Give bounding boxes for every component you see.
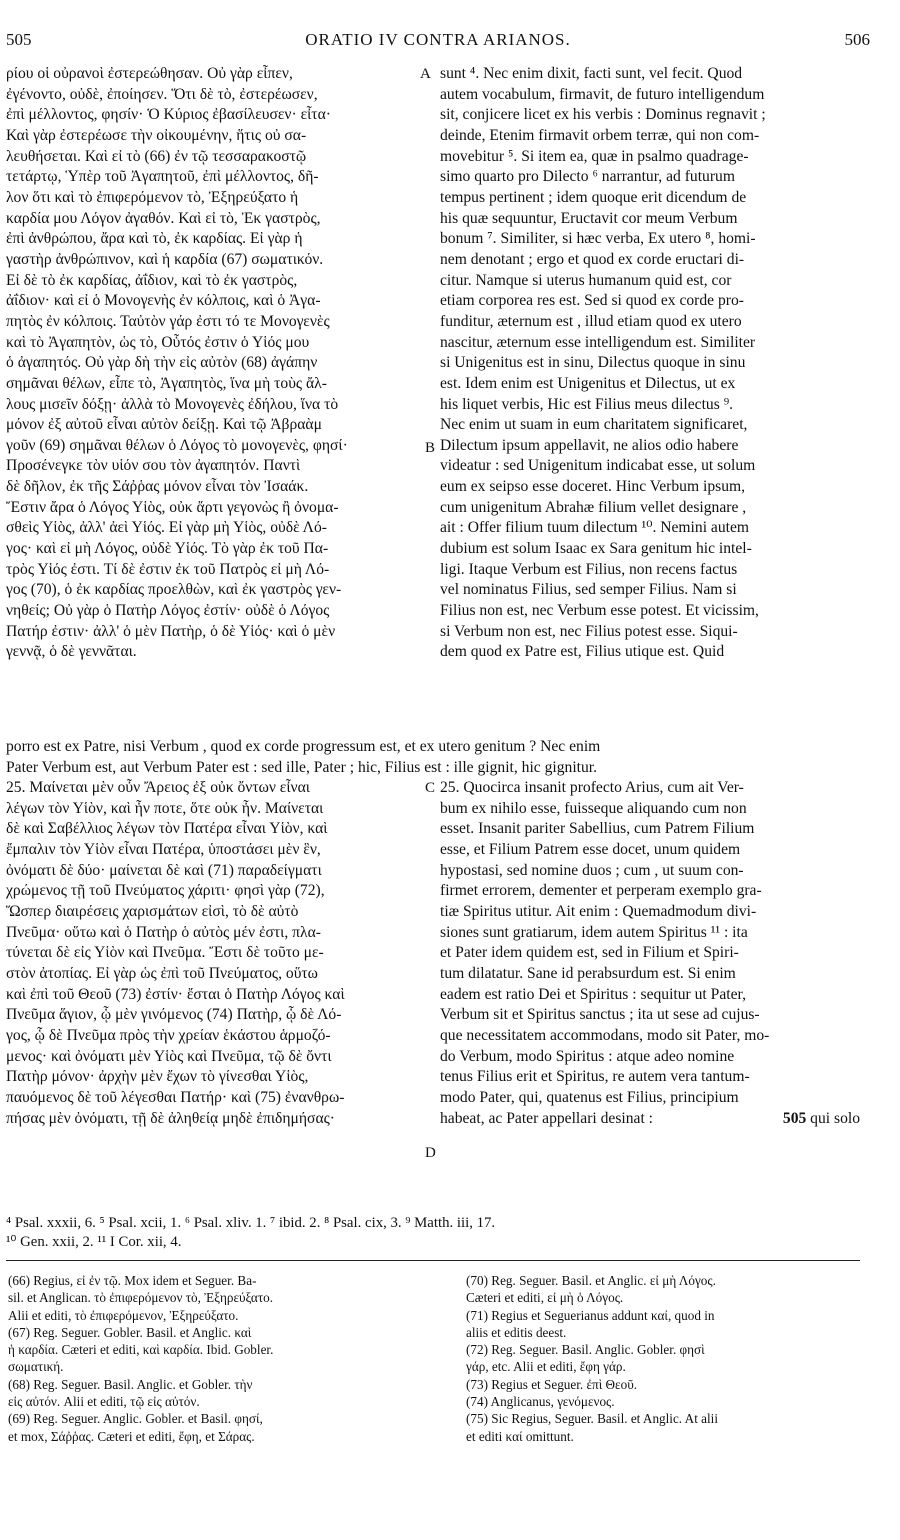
text-line: tempus pertinent ; idem quoque erit dicendum de	[440, 188, 747, 206]
text-line: ὁ ἀγαπητός. Οὐ γὰρ δὴ τὴν εἰς αὐτὸν (68) ἀγάπην	[6, 354, 318, 372]
text-line: simo quarto pro Dilecto ⁶ narrantur, ad futurum	[440, 168, 735, 186]
text-line: (71) Regius et Seguerianus addunt καί, quod in	[466, 1307, 715, 1323]
variant-notes-left	[8, 1272, 428, 1445]
text-line: (69) Reg. Seguer. Anglic. Gobler. et Basil. φησί,	[8, 1411, 263, 1427]
text-line: et mox, Σάῤῥας. Cæteri et editi, ἔφη, et Σάρας.	[8, 1428, 255, 1444]
latin-column-lower	[440, 778, 860, 1129]
text-line: firmet errorem, dementer et perperam exemplo gra-	[440, 882, 762, 900]
latin-lower-tail: qui solo	[806, 1109, 860, 1127]
text-line: μενος· καὶ ὀνόματι μὲν Υἱὸς καὶ Πνεῦμα, τῷ δὲ ὄντι	[6, 1047, 332, 1065]
text-line: do Verbum, modo Spiritus : atque adeo nomine	[440, 1047, 735, 1065]
text-line: videatur : sed Unigenitum indicabat esse, ut solum	[440, 457, 756, 475]
text-line: esse, et Filium Patrem esse docet, unum quidem	[440, 840, 741, 858]
text-line: est. Idem enim est Unigenitus et Dilectus, ut ex	[440, 374, 736, 392]
text-line: que necessitatem accommodans, modo sit Pater, mo-	[440, 1026, 770, 1044]
latin-spanning-text	[6, 737, 860, 778]
text-line: cum unigenitum Abrahæ filium vellet designare ,	[440, 498, 747, 516]
text-line: ρίου οἱ οὐρανοὶ ἐστερεώθησαν. Οὐ γὰρ εἶπεν,	[6, 65, 293, 82]
text-line: σωματική.	[8, 1359, 64, 1375]
text-line: πήσας μὲν ὀνόματι, τῇ δὲ ἀληθείᾳ μηδὲ ἐπιδημήσας·	[6, 1109, 335, 1127]
text-line: Pater Verbum est, aut Verbum Pater est : sed ille, Pater ; hic, Filius est : ille gignit, hic gignitur.	[6, 758, 598, 776]
text-line: funditur, æternum est , illud etiam quod ex utero	[440, 312, 742, 330]
page-number-left: 505	[6, 30, 32, 49]
text-line: nem denotant ; ergo et quod ex corde eructari di-	[440, 250, 745, 268]
text-line: μόνον ἐξ αὐτοῦ εἶναι αὐτὸν δείξῃ. Καὶ τῷ Ἀβραὰμ	[6, 416, 322, 434]
text-line: ἐπὶ ἀνθρώπου, ἄρα καὶ τὸ, ἐκ καρδίας. Εἰ γὰρ ἡ	[6, 230, 303, 248]
text-line: ⁴ Psal. xxxii, 6. ⁵ Psal. xcii, 1. ⁶ Psal. xliv. 1. ⁷ ibid. 2. ⁸ Psal. cix, 3. ⁹ Matth. iii, 17.	[6, 1215, 496, 1231]
text-line: Εἰ δὲ τὸ ἐκ καρδίας, ἀΐδιον, καὶ τὸ ἐκ γαστρὸς,	[6, 271, 298, 289]
greek-column-lower	[6, 778, 427, 1129]
text-line: Verbum sit et Spiritus sanctus ; ita ut sese ad cujus-	[440, 1006, 760, 1024]
text-line: sil. et Anglican. τὸ ἐπιφερόμενον τὸ, Ἐξηρεύξατο.	[8, 1290, 274, 1306]
text-line: tiæ Spiritus utitur. Ait enim : Quemadmodum divi-	[440, 902, 757, 920]
text-line: ligi. Itaque Verbum est Filius, non recens factus	[440, 560, 738, 578]
text-line: Ἔστιν ἄρα ὁ Λόγος Υἱὸς, οὐκ ἄρτι γεγονὼς ἢ ὀνομα-	[6, 498, 339, 516]
margin-marker-d: D	[425, 1145, 436, 1161]
text-line: deinde, Etenim firmavit orbem terræ, qui non com-	[440, 126, 760, 144]
text-line: bum ex nihilo esse, fuisseque aliquando cum non	[440, 799, 747, 817]
text-line: καὶ τὸ Ἀγαπητὸν, ὡς τὸ, Οὗτός ἐστιν ὁ Υἱός μου	[6, 333, 310, 351]
text-line: ἡ καρδία. Cæteri et editi, καὶ καρδία. Ibid. Gobler.	[8, 1342, 274, 1358]
text-line: Πατὴρ μόνον· ἀρχὴν μὲν ἔχων τὸ γίνεσθαι Υἱὸς,	[6, 1068, 309, 1086]
text-line: γάρ, etc. Alii et editi, ἔφη γάρ.	[466, 1359, 626, 1375]
text-line: his liquet verbis, Hic est Filius meus dilectus ⁹.	[440, 395, 734, 413]
text-line: Dilectum ipsum appellavit, ne alios odio habere	[440, 436, 739, 454]
text-line: ait : Offer filium tuum dilectum ¹⁰. Nemini autem	[440, 519, 750, 537]
text-line: Προσένεγκε τὸν υἱόν σου τὸν ἀγαπητόν. Παντὶ	[6, 457, 301, 475]
text-line: καρδία μου Λόγον ἀγαθόν. Καὶ εἰ τὸ, Ἐκ γαστρὸς,	[6, 209, 321, 227]
text-line: τρὸς Υἱός ἐστι. Τί δὲ ἐστιν ἐκ τοῦ Πατρὸς εἰ μὴ Λό-	[6, 560, 330, 578]
text-line: habeat, ac Pater appellari desinat :	[440, 1109, 654, 1127]
text-line: eum ex seipso esse doceret. Hinc Verbum ipsum,	[440, 478, 746, 496]
text-line: ὀνόματι δὲ δύο· μαίνεται δὲ καὶ (71) παραδείγματι	[6, 861, 322, 879]
text-line: γος· καὶ εἰ μὴ Λόγος, οὐδὲ Υἱός. Τὸ γὰρ ἐκ τοῦ Πα-	[6, 540, 329, 558]
text-line: etiam corporea res est. Sed si quod ex corde pro-	[440, 292, 744, 310]
text-line: (68) Reg. Seguer. Basil. Anglic. et Gobler. τὴν	[8, 1376, 253, 1392]
scripture-references	[6, 1214, 866, 1252]
text-line: et Pater idem quidem est, sed in Filium et Spiri-	[440, 944, 739, 962]
text-line: Πατήρ ἐστιν· ἀλλ' ὁ μὲν Πατὴρ, ὁ δὲ Υἱός· καὶ ὁ μὲν	[6, 622, 336, 640]
text-line: eadem est ratio Dei et Spiritus : sequitur ut Pater,	[440, 985, 746, 1003]
divider-rule	[6, 1260, 860, 1261]
text-line: hypostasi, sed nomine duos ; cum , ut suum con-	[440, 861, 744, 879]
text-line: (73) Regius et Seguer. ἐπὶ Θεοῦ.	[466, 1376, 638, 1392]
text-line: Alii et editi, τὸ ἐπιφερόμενον, Ἐξηρεύξατο.	[8, 1307, 239, 1323]
text-line: dubium est solum Isaac ex Sara genitum hic intel-	[440, 540, 752, 558]
text-line: γος (70), ὁ ἐκ καρδίας προελθὼν, καὶ ἐκ γαστρὸς γεν-	[6, 581, 342, 599]
text-line: Καὶ γὰρ ἐστερέωσε τὴν οἰκουμένην, ἥτις οὐ σα-	[6, 126, 307, 144]
text-line: Filius non est, nec Verbum esse potest. Et vicissim,	[440, 602, 759, 620]
text-line: δὲ καὶ Σαβέλλιος λέγων τὸν Πατέρα εἶναι Υἱὸν, καὶ	[6, 820, 328, 838]
text-line: modo Pater, qui, quatenus est Filius, principium	[440, 1088, 739, 1106]
text-line: Nec enim ut suam in eum charitatem significaret,	[440, 416, 748, 434]
text-line: δὲ δῆλον, ἐκ τῆς Σάῤῥας μόνον εἶναι τὸν Ἰσαάκ.	[6, 478, 309, 496]
text-line: autem vocabulum, firmavit, de futuro intelligendum	[440, 85, 765, 103]
text-line: et editi καί omittunt.	[466, 1428, 574, 1444]
text-line: esset. Insanit pariter Sabellius, cum Patrem Filium	[440, 820, 755, 838]
text-line: tenus Filius erit et Spiritus, re autem vera tantum-	[440, 1068, 750, 1086]
text-line: ἐπὶ μέλλοντος, φησίν· Ὁ Κύριος ἐβασίλευσεν· εἶτα·	[6, 106, 331, 124]
text-line: γος, ᾧ δὲ Πνεῦμα πρὸς τὴν χρείαν ἑκάστου ἁρμοζό-	[6, 1026, 331, 1044]
text-line: γοῦν (69) σημᾶναι θέλων ὁ Λόγος τὸ μονογενὲς, φησί·	[6, 436, 348, 454]
text-line: καὶ ἐπὶ τοῦ Θεοῦ (73) ἐστίν· ἔσται ὁ Πατὴρ Λόγος καὶ	[6, 985, 345, 1003]
text-line: στὸν ἀτοπίας. Εἰ γὰρ ὡς ἐπὶ τοῦ Πνεύματος, οὕτω	[6, 964, 318, 982]
running-title: ORATIO IV CONTRA ARIANOS.	[305, 30, 571, 49]
text-line: 25. Μαίνεται μὲν οὖν Ἄρειος ἐξ οὐκ ὄντων εἶναι	[6, 779, 310, 796]
margin-marker-a: A	[420, 66, 431, 82]
text-line: sunt ⁴. Nec enim dixit, facti sunt, vel fecit. Quod	[440, 65, 743, 82]
text-line: movebitur ⁵. Si item ea, quæ in psalmo quadrage-	[440, 147, 749, 165]
text-line: (67) Reg. Seguer. Gobler. Basil. et Anglic. καὶ	[8, 1324, 252, 1340]
text-line: si Verbum non est, nec Filius potest esse. Siqui-	[440, 622, 738, 640]
text-line: ἔμπαλιν τὸν Υἱὸν εἶναι Πατέρα, ὑποστάσει μὲν ἓν,	[6, 840, 321, 858]
text-line: (72) Reg. Seguer. Basil. Anglic. Gobler. φησὶ	[466, 1342, 705, 1358]
text-line: siones sunt gratiarum, idem autem Spiritus ¹¹ : ita	[440, 923, 748, 941]
text-line: σθεὶς Υἱὸς, ἀλλ' ἀεὶ Υἱός. Εἰ γὰρ μὴ Υἱὸς, οὐδὲ Λό-	[6, 519, 327, 537]
text-line: εἰς αὐτόν. Alii et editi, τῷ εἰς αὐτόν.	[8, 1394, 200, 1410]
page-number-right: 506	[844, 30, 870, 49]
text-line: λον ὅτι καὶ τὸ ἐπιφερόμενον τὸ, Ἐξηρεύξατο ἡ	[6, 188, 299, 206]
latin-lower-lines	[440, 778, 860, 1129]
text-line: (74) Anglicanus, γενόμενος.	[466, 1394, 615, 1410]
text-line: his quæ sequuntur, Eructavit cor meum Verbum	[440, 209, 738, 227]
text-line: (75) Sic Regius, Seguer. Basil. et Anglic. At alii	[466, 1411, 719, 1427]
text-line: λευθήσεται. Καὶ εἰ τὸ (66) ἐν τῷ τεσσαρακοστῷ	[6, 147, 307, 165]
text-line: Cæteri et editi, εἰ μὴ ὁ Λόγος.	[466, 1290, 624, 1306]
text-line: ἐγένοντο, οὐδὲ, ἐποίησεν. Ὅτι δὲ τὸ, ἐστερέωσεν,	[6, 85, 318, 103]
text-line: ἀΐδιον· καὶ εἰ ὁ Μονογενὴς ἐν κόλποις, καὶ ὁ Ἀγα-	[6, 292, 321, 310]
text-line: Ὥσπερ διαιρέσεις χαρισμάτων εἰσὶ, τὸ δὲ αὐτὸ	[6, 902, 299, 920]
text-line: χρώμενος τῇ τοῦ Πνεύματος χάριτι· φησὶ γὰρ (72),	[6, 882, 325, 900]
text-line: porro est ex Patre, nisi Verbum , quod ex corde progressum est, et ex utero genitum ? Nec enim	[6, 738, 601, 755]
text-line: citur. Namque si uterus humanum quid est, cor	[440, 271, 732, 289]
variant-notes-right	[466, 1272, 858, 1445]
latin-column-upper	[440, 64, 860, 663]
text-line: λέγων τὸν Υἱὸν, καὶ ἦν ποτε, ὅτε οὐκ ἦν. Μαίνεται	[6, 799, 324, 817]
text-line: τύνεται δὲ εἰς Υἱὸν καὶ Πνεῦμα. Ἔστι δὲ τοῦτο με-	[6, 944, 324, 962]
text-line: nascitur, æternum esse intelligendum est. Similiter	[440, 333, 756, 351]
text-line: (70) Reg. Seguer. Basil. et Anglic. εἰ μὴ Λόγος.	[466, 1273, 716, 1288]
text-line: bonum ⁷. Similiter, si hæc verba, Ex utero ⁸, homi-	[440, 230, 756, 248]
text-line: 25. Quocirca insanit profecto Arius, cum ait Ver-	[440, 779, 744, 796]
inline-page-number: 505	[782, 1109, 807, 1127]
text-line: γαστὴρ ἀνθρώπινον, καὶ ἡ καρδία (67) σωματικόν.	[6, 250, 324, 268]
greek-column-upper	[6, 64, 427, 663]
text-line: Πνεῦμα· οὕτω καὶ ὁ Πατὴρ ὁ αὐτὸς μέν ἐστι, πλα-	[6, 923, 321, 941]
text-line: vel nominatus Filius, sed semper Filius. Nam si	[440, 581, 737, 599]
text-line: sit, conjicere licet ex his verbis : Dominus regnavit ;	[440, 106, 766, 124]
text-line: νηθείς; Οὐ γὰρ ὁ Πατὴρ Λόγος ἐστίν· οὐδὲ ὁ Λόγος	[6, 602, 330, 620]
text-line: γεννᾷ, ὁ δὲ γεννᾶται.	[6, 643, 137, 661]
text-line: dem quod ex Patre est, Filius utique est. Quid	[440, 643, 725, 661]
text-line: ¹⁰ Gen. xxii, 2. ¹¹ I Cor. xii, 4.	[6, 1234, 182, 1250]
text-line: πητὸς ἐν κόλποις. Ταὐτὸν γάρ ἐστι τό τε Μονογενὲς	[6, 312, 330, 330]
text-line: (66) Regius, εἰ ἐν τῷ. Mox idem et Seguer. Ba-	[8, 1273, 257, 1288]
text-line: λους μισεῖν δόξῃ· ἀλλὰ τὸ Μονογενὲς ἐδήλου, ἵνα τὸ	[6, 395, 339, 413]
running-header	[6, 30, 870, 54]
text-line: si Unigenitus est in sinu, Dilectus quoque in sinu	[440, 354, 746, 372]
text-line: παυόμενος δὲ τοῦ λέγεσθαι Πατήρ· καὶ (75) ἐνανθρω-	[6, 1088, 345, 1106]
text-line: τετάρτῳ, Ὑπὲρ τοῦ Ἀγαπητοῦ, ἐπὶ μέλλοντος, δῆ-	[6, 168, 319, 186]
margin-marker-c: C	[425, 780, 436, 796]
text-line: σημᾶναι θέλων, εἶπε τὸ, Ἀγαπητὸς, ἵνα μὴ τοὺς ἄλ-	[6, 374, 327, 392]
text-line: Πνεῦμα ἅγιον, ᾧ μὲν γινόμενος (74) Πατὴρ, ᾧ δὲ Λό-	[6, 1006, 342, 1024]
text-line: aliis et editis deest.	[466, 1324, 567, 1340]
text-line: tum dilatatur. Sane id perabsurdum est. Si enim	[440, 964, 736, 982]
margin-marker-b: B	[425, 440, 436, 456]
